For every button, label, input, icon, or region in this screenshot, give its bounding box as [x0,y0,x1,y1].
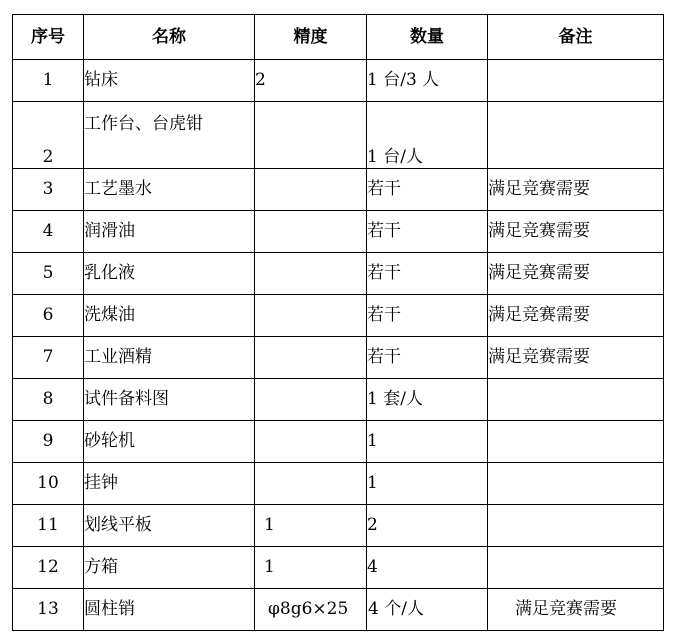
row-quantity: 若干 [367,253,488,295]
row-note: 满足竞赛需要 [488,589,664,631]
row-quantity: 若干 [367,211,488,253]
header-no: 序号 [13,15,84,60]
header-quantity: 数量 [367,15,488,60]
row-note [488,421,664,463]
row-quantity: 1 台/3 人 [367,60,488,102]
row-name: 方箱 [84,547,255,589]
row-precision [255,421,367,463]
row-no: 6 [13,295,84,337]
header-row [13,15,664,60]
row-note [488,463,664,505]
row-note [488,547,664,589]
row-quantity: 1 [367,421,488,463]
row-note: 满足竞赛需要 [488,253,664,295]
row-name: 洗煤油 [84,295,255,337]
row-precision: 1 [255,547,367,589]
row-note: 满足竞赛需要 [488,295,664,337]
row-precision [255,295,367,337]
row-quantity: 1 台/人 [367,102,488,169]
row-quantity: 4 个/人 [367,589,488,631]
header-note: 备注 [488,15,664,60]
row-no: 4 [13,211,84,253]
row-no: 2 [13,102,84,169]
row-quantity: 4 [367,547,488,589]
row-name: 挂钟 [84,463,255,505]
table-row [13,211,664,253]
row-no: 3 [13,169,84,211]
row-precision [255,169,367,211]
row-note [488,102,664,169]
row-quantity: 2 [367,505,488,547]
table-row [13,102,664,169]
row-name: 划线平板 [84,505,255,547]
row-name: 乳化液 [84,253,255,295]
row-precision: φ8g6×25 [255,589,367,631]
table-row [13,295,664,337]
row-name: 工艺墨水 [84,169,255,211]
table-row [13,589,664,631]
row-precision: 1 [255,505,367,547]
row-name: 钻床 [84,60,255,102]
row-name: 砂轮机 [84,421,255,463]
row-name: 工业酒精 [84,337,255,379]
row-name: 润滑油 [84,211,255,253]
row-precision: 2 [255,60,367,102]
table-row [13,337,664,379]
row-no: 9 [13,421,84,463]
table-row [13,547,664,589]
row-no: 13 [13,589,84,631]
row-no: 1 [13,60,84,102]
row-quantity: 1 [367,463,488,505]
row-note [488,505,664,547]
table-row [13,421,664,463]
row-no: 12 [13,547,84,589]
table-row [13,505,664,547]
row-no: 11 [13,505,84,547]
table-row [13,253,664,295]
table-row [13,169,664,211]
row-quantity: 若干 [367,337,488,379]
row-precision [255,463,367,505]
table-row [13,463,664,505]
row-name: 试件备料图 [84,379,255,421]
row-note [488,379,664,421]
row-precision [255,379,367,421]
row-quantity: 若干 [367,295,488,337]
row-note: 满足竞赛需要 [488,337,664,379]
header-name: 名称 [84,15,255,60]
row-quantity: 1 套/人 [367,379,488,421]
row-no: 7 [13,337,84,379]
row-precision [255,102,367,169]
table-row [13,60,664,102]
row-precision [255,211,367,253]
table-row [13,379,664,421]
row-name: 工作台、台虎钳 [84,102,255,169]
row-note [488,60,664,102]
row-name: 圆柱销 [84,589,255,631]
row-no: 8 [13,379,84,421]
row-precision [255,337,367,379]
row-precision [255,253,367,295]
row-note: 满足竞赛需要 [488,169,664,211]
equipment-table [12,14,664,631]
row-note: 满足竞赛需要 [488,211,664,253]
header-precision: 精度 [255,15,367,60]
row-no: 5 [13,253,84,295]
row-quantity: 若干 [367,169,488,211]
row-no: 10 [13,463,84,505]
